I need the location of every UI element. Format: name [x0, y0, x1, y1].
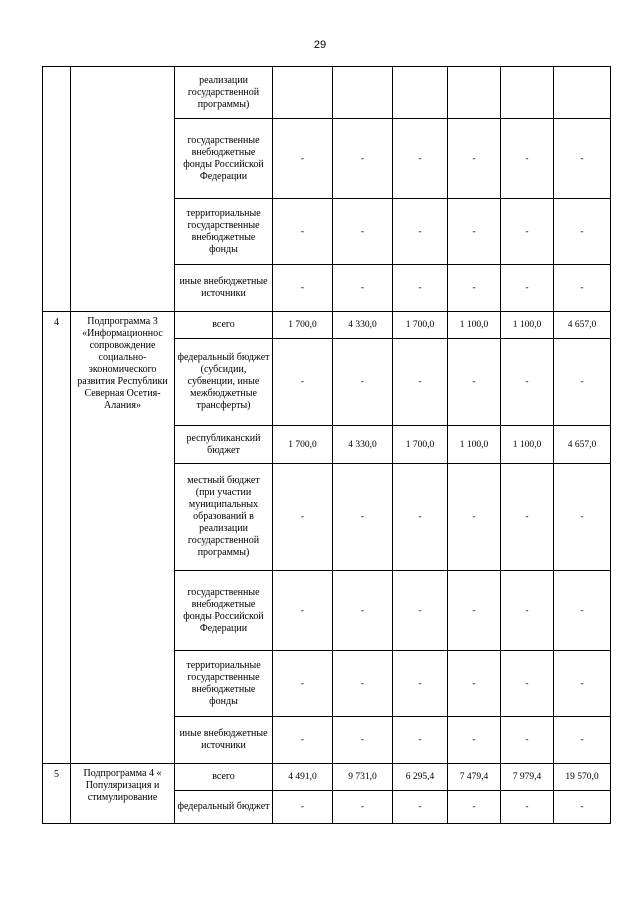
funding-source: иные внебюджетные источники: [175, 265, 273, 312]
amount-cell: 4 657,0: [554, 312, 611, 339]
amount-cell: -: [393, 265, 448, 312]
amount-cell: -: [448, 464, 501, 571]
page-number: 29: [313, 39, 327, 51]
funding-source: реализации государственной программы): [175, 67, 273, 119]
amount-cell: 1 100,0: [448, 312, 501, 339]
program-name: Подпрограмма 3 «Информационнос сопровождение социально-экономического развития Республики Северная Осетия-Алания»: [71, 312, 175, 764]
amount-cell: -: [333, 717, 393, 764]
amount-cell: [393, 67, 448, 119]
amount-cell: -: [554, 571, 611, 651]
amount-cell: -: [554, 119, 611, 199]
amount-cell: -: [333, 571, 393, 651]
program-name: [71, 67, 175, 312]
amount-cell: -: [333, 339, 393, 426]
funding-source: местный бюджет (при участии муниципальных образований в реализации государственной программы): [175, 464, 273, 571]
amount-cell: -: [393, 717, 448, 764]
funding-source: республиканский бюджет: [175, 426, 273, 464]
amount-cell: -: [554, 339, 611, 426]
amount-cell: -: [393, 119, 448, 199]
amount-cell: -: [501, 464, 554, 571]
amount-cell: -: [501, 339, 554, 426]
amount-cell: -: [501, 571, 554, 651]
row-number: 5: [43, 764, 71, 824]
amount-cell: -: [273, 339, 333, 426]
amount-cell: 1 100,0: [501, 312, 554, 339]
amount-cell: 1 700,0: [273, 426, 333, 464]
amount-cell: 1 100,0: [448, 426, 501, 464]
table-row: [43, 67, 611, 119]
amount-cell: [448, 67, 501, 119]
amount-cell: -: [501, 651, 554, 717]
amount-cell: 9 731,0: [333, 764, 393, 791]
amount-cell: -: [554, 651, 611, 717]
amount-cell: 4 657,0: [554, 426, 611, 464]
amount-cell: -: [554, 199, 611, 265]
amount-cell: -: [448, 339, 501, 426]
program-name: Подпрограмма 4 « Популяризация и стимулирование: [71, 764, 175, 824]
amount-cell: -: [273, 464, 333, 571]
amount-cell: 7 479,4: [448, 764, 501, 791]
amount-cell: -: [448, 651, 501, 717]
amount-cell: 7 979,4: [501, 764, 554, 791]
amount-cell: 1 700,0: [393, 426, 448, 464]
funding-source: всего: [175, 312, 273, 339]
funding-source: федеральный бюджет (субсидии, субвенции, иные межбюджетные трансферты): [175, 339, 273, 426]
amount-cell: -: [273, 119, 333, 199]
amount-cell: -: [273, 717, 333, 764]
funding-source: территориальные государственные внебюджетные фонды: [175, 199, 273, 265]
amount-cell: -: [393, 464, 448, 571]
funding-source: территориальные государственные внебюджетные фонды: [175, 651, 273, 717]
amount-cell: -: [393, 199, 448, 265]
amount-cell: -: [554, 464, 611, 571]
amount-cell: [554, 67, 611, 119]
amount-cell: -: [333, 199, 393, 265]
funding-source: федеральный бюджет: [175, 791, 273, 824]
amount-cell: -: [333, 464, 393, 571]
amount-cell: -: [554, 265, 611, 312]
amount-cell: -: [501, 199, 554, 265]
amount-cell: -: [393, 571, 448, 651]
amount-cell: [333, 67, 393, 119]
table-row: [43, 764, 611, 791]
amount-cell: -: [333, 651, 393, 717]
amount-cell: -: [273, 791, 333, 824]
amount-cell: -: [393, 791, 448, 824]
amount-cell: 1 700,0: [393, 312, 448, 339]
amount-cell: -: [393, 339, 448, 426]
amount-cell: -: [273, 651, 333, 717]
amount-cell: [273, 67, 333, 119]
amount-cell: -: [501, 265, 554, 312]
amount-cell: [501, 67, 554, 119]
budget-table: [42, 66, 611, 824]
amount-cell: -: [273, 571, 333, 651]
amount-cell: -: [333, 265, 393, 312]
funding-source: государственные внебюджетные фонды Российской Федерации: [175, 571, 273, 651]
amount-cell: 1 700,0: [273, 312, 333, 339]
amount-cell: 1 100,0: [501, 426, 554, 464]
amount-cell: -: [501, 791, 554, 824]
amount-cell: -: [393, 651, 448, 717]
amount-cell: -: [333, 791, 393, 824]
amount-cell: -: [448, 791, 501, 824]
amount-cell: -: [273, 199, 333, 265]
funding-source: государственные внебюджетные фонды Российской Федерации: [175, 119, 273, 199]
amount-cell: -: [448, 119, 501, 199]
amount-cell: 19 570,0: [554, 764, 611, 791]
amount-cell: -: [333, 119, 393, 199]
amount-cell: 6 295,4: [393, 764, 448, 791]
funding-source: иные внебюджетные источники: [175, 717, 273, 764]
amount-cell: -: [501, 119, 554, 199]
amount-cell: 4 491,0: [273, 764, 333, 791]
row-number: [43, 67, 71, 312]
amount-cell: -: [501, 717, 554, 764]
amount-cell: 4 330,0: [333, 426, 393, 464]
amount-cell: -: [448, 571, 501, 651]
funding-source: всего: [175, 764, 273, 791]
amount-cell: -: [448, 199, 501, 265]
amount-cell: 4 330,0: [333, 312, 393, 339]
amount-cell: -: [554, 791, 611, 824]
row-number: 4: [43, 312, 71, 764]
amount-cell: -: [448, 265, 501, 312]
table-row: [43, 312, 611, 339]
amount-cell: -: [554, 717, 611, 764]
amount-cell: -: [448, 717, 501, 764]
amount-cell: -: [273, 265, 333, 312]
